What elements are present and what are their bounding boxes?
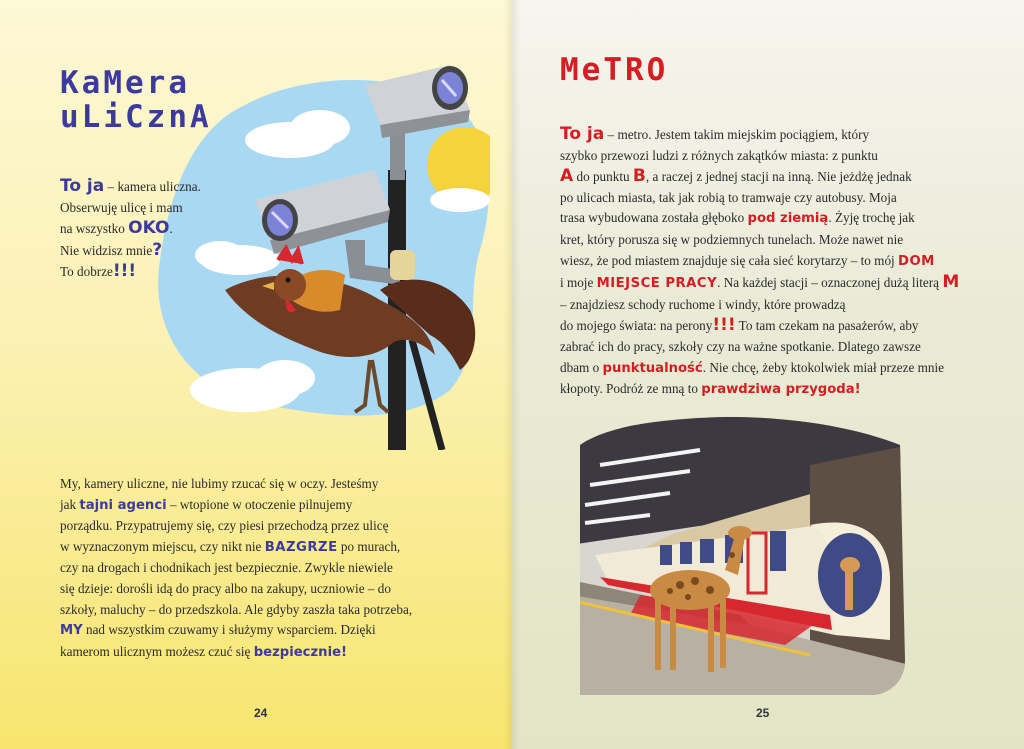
- przygoda-highlight: prawdziwa przygoda!: [701, 382, 861, 398]
- title-line-2: uLiCznA: [60, 99, 212, 135]
- bazgrze-highlight: BAZGRZE: [264, 539, 338, 555]
- intro-paragraph-kamera: To ja – kamera uliczna. Obserwuję ulicę i mam na wszystko OKO. Nie widzisz mnie? To dobrze!!!: [60, 176, 201, 282]
- oko-highlight: OKO: [128, 218, 170, 239]
- title-line-1: KaMera: [60, 65, 190, 101]
- metro-station-illustration: [570, 405, 910, 695]
- paragraph-metro: To ja – metro. Jestem takim miejskim pociągiem, który szybko przewozi ludzi z różnych zakątków miasta: z punktu A do punktu B, a raczej z jednej stacji na inną. Nie jeżdżę jednak po ulicach miasta, tak jak robią to tramwaje czy autobusy. Moja trasa wybudowana została głęboko pod ziemią. Żyję trochę jak kret, który porusza się w podziemnych tunelach. Może nawet nie wiesz, że pod miastem znajduje się cała sieć korytarzy – to mój DOM i moje MIEJSCE PRACY. Na każdej stacji – oznaczonej dużą literą M – znajdziesz schody ruchome i windy, które prowadzą do mojego świata: na perony!!! To tam czekam na pasażerów, aby zabrać ich do pracy, szkoły czy na ważne spotkanie. Dlatego zawsze dbam o punktualność. Nie chcę, żeby ktokolwiek miał przeze mnie kłopoty. Podróż ze mną to prawdziwa przygoda!: [560, 124, 960, 398]
- punktualnosc-highlight: punktualność: [602, 360, 703, 376]
- dom-highlight: DOM: [898, 253, 935, 269]
- page-title-kamera: [60, 66, 212, 134]
- my-highlight: MY: [60, 623, 83, 639]
- to-ja-label: To ja: [60, 176, 105, 196]
- miejsce-pracy-highlight: MIEJSCE PRACY: [596, 276, 718, 292]
- body-paragraph-kamera: My, kamery uliczne, nie lubimy rzucać się w oczy. Jesteśmy jak tajni agenci – wtopione w otoczenie pilnujemy porządku. Przypatrujemy się, czy piesi przechodzą przez ulicę w wyznaczonym miejscu, czy nikt nie BAZGRZE po murach, czy na drogach i chodnikach jest bezpiecznie. Zwykle niewiele się dzieje: dorośli idą do pracy albo na zakupy, uczniowie – do szkoły, maluchy – do przedszkola. Ale gdyby zaszła taka potrzeba, MY nad wszystkim czuwamy i służymy wsparciem. Dzięki kamerom ulicznym możesz czuć się bezpiecznie!: [60, 476, 413, 660]
- to-ja-label-metro: To ja: [560, 124, 605, 144]
- page-fold-shadow: [504, 0, 520, 749]
- bezpiecznie-highlight: bezpiecznie!: [253, 644, 348, 660]
- pod-ziemia-highlight: pod ziemią: [747, 211, 829, 227]
- right-page: [512, 0, 1024, 749]
- page-number-right: 25: [756, 706, 770, 720]
- page-title-metro: MeTRO: [560, 52, 669, 88]
- tajni-agenci-highlight: tajni agenci: [79, 497, 167, 513]
- page-number-left: 24: [254, 706, 268, 720]
